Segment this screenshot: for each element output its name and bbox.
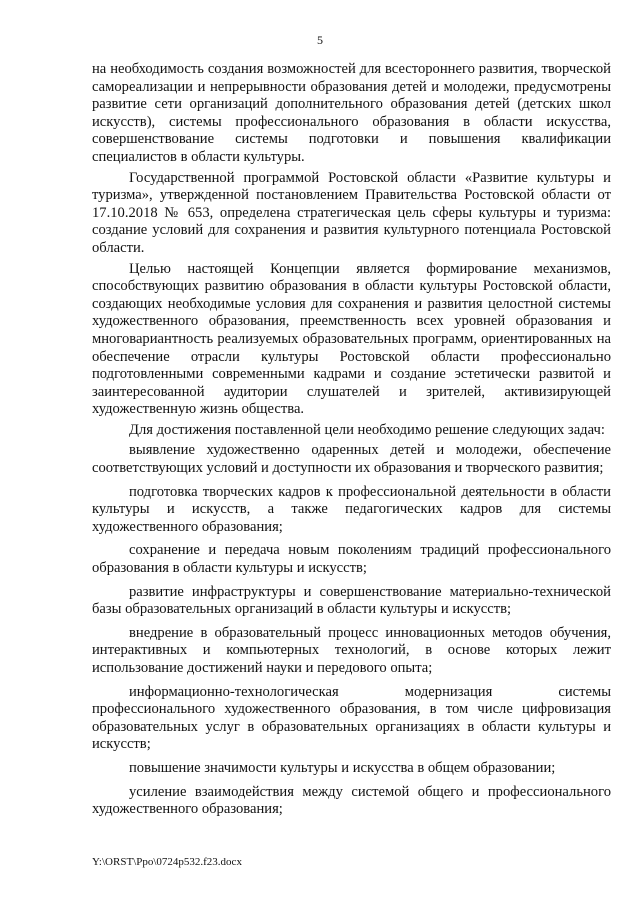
paragraph-tasks-intro: Для достижения поставленной цели необходимо решение следующих задач: xyxy=(129,421,605,438)
task-item: выявление художественно одаренных детей и молодежи, обеспечение соответствующих условий и доступности их образования и творческого развития; xyxy=(92,442,611,477)
task-item: подготовка творческих кадров к профессиональной деятельности в области культуры и искусств, а также педагогических кадров для системы художественного образования; xyxy=(92,483,611,535)
task-item: развитие инфраструктуры и совершенствование материально-технической базы образовательных организаций в области культуры и искусств; xyxy=(92,583,611,618)
task-item: информационно-технологическая модернизация системы профессионального художественного образования, в том числе цифровизация образовательных услуг в образовательных организациях в области культуры и искусств; xyxy=(92,683,611,753)
task-item: усиление взаимодействия между системой общего и профессионального художественного образования; xyxy=(92,783,611,818)
paragraph-state-program: Государственной программой Ростовской области «Развитие культуры и туризма», утвержденной постановлением Правительства Ростовской области от 17.10.2018 № 653, определена стратегическая цель сферы культуры и туризма: создание условий для сохранения и развития культурного потенциала Ростовской области. xyxy=(92,169,611,256)
task-item: внедрение в образовательный процесс инновационных методов обучения, интерактивных и компьютерных технологий, в основе которых лежит использование достижений науки и передового опыта; xyxy=(92,624,611,676)
page-number: 5 xyxy=(317,33,323,47)
task-item: сохранение и передача новым поколениям традиций профессионального образования в области культуры и искусств; xyxy=(92,542,611,577)
paragraph-continuation: на необходимость создания возможностей для всестороннего развития, творческой самореализации и непрерывности образования детей и молодежи, предусмотрены развитие сети организаций дополнительного образования детей (детских школ искусств), системы профессионального образования в области искусства, совершенствование системы подготовки и повышения квалификации специалистов в области культуры. xyxy=(92,61,611,165)
paragraph-concept-goal: Целью настоящей Концепции является формирование механизмов, способствующих развитию образования в области культуры Ростовской области, создающих необходимые условия для сохранения и развития целостной системы художественного образования, преемственность всех уровней образования и многовариантность реализуемых образовательных программ, ориентированных на обеспечение отрасли культуры Ростовской области профессионально подготовленными современными кадрами и создание эстетически развитой и заинтересованной аудитории слушателей и зрителей, активизирующей художественную жизнь общества. xyxy=(92,260,611,418)
document-body xyxy=(92,61,611,825)
footer-file-path: Y:\ORST\Ppo\0724p532.f23.docx xyxy=(92,856,242,868)
task-item: повышение значимости культуры и искусства в общем образовании; xyxy=(129,759,556,776)
